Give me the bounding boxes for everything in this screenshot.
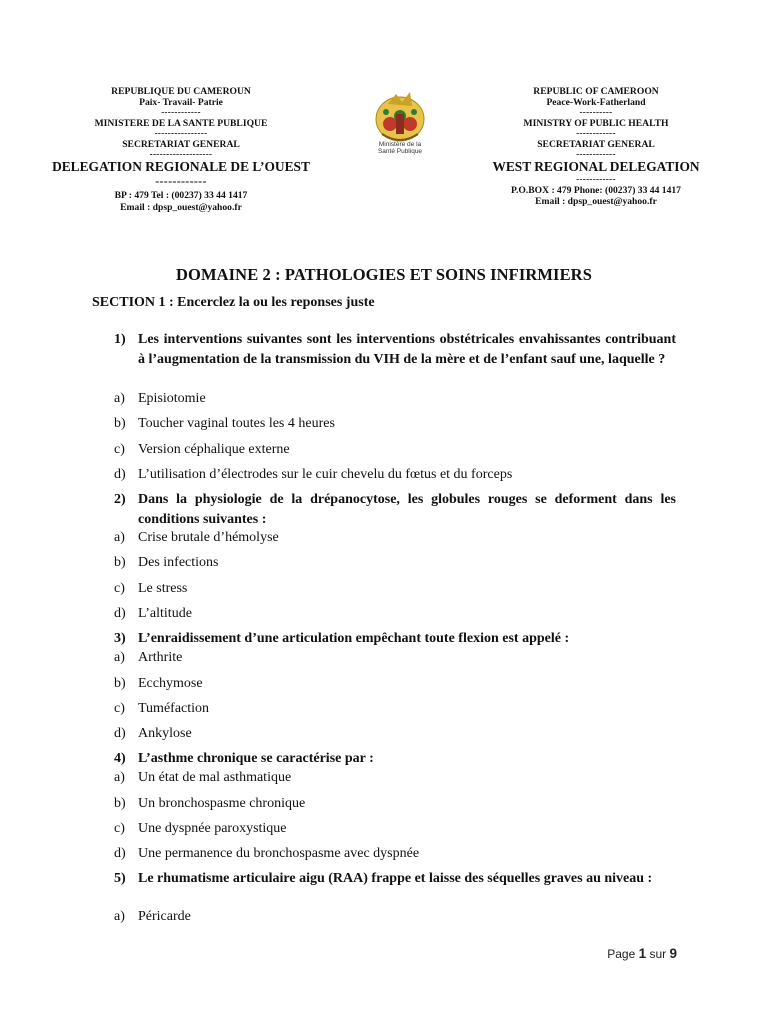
total-pages-number: 9 — [669, 946, 677, 961]
option-letter: c) — [114, 701, 125, 716]
separator: ---------- — [579, 107, 613, 118]
option-text: Arthrite — [138, 650, 183, 665]
option-4b[interactable] — [114, 794, 305, 813]
separator: ------------ — [161, 107, 201, 118]
option-letter: b) — [114, 416, 126, 431]
question-text: L’asthme chronique se caractérise par : — [138, 751, 374, 766]
ministry-en: MINISTRY OF PUBLIC HEALTH — [523, 117, 669, 129]
question-number: 2) — [114, 492, 126, 507]
separator: ------------ — [155, 174, 207, 189]
option-text: Version céphalique externe — [138, 442, 290, 457]
option-text: L’utilisation d’électrodes sur le cuir chevelu du fœtus et du forceps — [138, 467, 513, 482]
option-letter: a) — [114, 530, 125, 545]
option-1b[interactable] — [114, 414, 335, 433]
logo-caption-line1: Ministère de la — [378, 141, 422, 148]
secretariat-fr: SECRETARIAT GENERAL — [122, 138, 240, 150]
option-letter: d) — [114, 846, 126, 861]
option-1a[interactable] — [114, 389, 206, 408]
option-4a[interactable] — [114, 768, 291, 787]
option-3a[interactable] — [114, 648, 182, 667]
option-4d[interactable] — [114, 844, 419, 863]
option-letter: a) — [114, 770, 125, 785]
option-letter: c) — [114, 442, 125, 457]
option-letter: d) — [114, 726, 126, 741]
question-5 — [114, 869, 676, 889]
option-2b[interactable] — [114, 553, 218, 572]
option-letter: b) — [114, 796, 126, 811]
country-fr: REPUBLIQUE DU CAMEROUN — [111, 86, 251, 97]
header-right-block — [446, 86, 746, 207]
question-text: Le rhumatisme articulaire aigu (RAA) frappe et laisse des séquelles graves au niveau : — [138, 871, 653, 886]
question-text: Les interventions suivantes sont les interventions obstétricales envahissantes contribuant à l’augmentation de la transmission du VIH de la mère et de l’enfant sauf une, laquelle ? — [138, 332, 676, 367]
contact-fr: BP : 479 Tel : (00237) 33 44 1417 — [114, 190, 248, 202]
delegation-fr: DELEGATION REGIONALE DE L’OUEST — [52, 159, 310, 175]
question-2 — [114, 490, 676, 529]
separator: ------------------- — [149, 148, 213, 159]
option-text: Un bronchospasme chronique — [138, 796, 306, 811]
current-page-number: 1 — [638, 946, 647, 961]
option-letter: a) — [114, 909, 125, 924]
option-letter: c) — [114, 821, 125, 836]
option-text: Crise brutale d’hémolyse — [138, 530, 279, 545]
option-text: Ecchymose — [138, 676, 203, 691]
option-letter: a) — [114, 650, 125, 665]
motto-en: Peace-Work-Fatherland — [546, 97, 646, 109]
secretariat-en: SECRETARIAT GENERAL — [537, 138, 655, 150]
question-number: 5) — [114, 871, 126, 886]
option-text: Des infections — [138, 555, 219, 570]
option-1c[interactable] — [114, 440, 290, 459]
option-letter: c) — [114, 581, 125, 596]
option-text: Péricarde — [138, 909, 191, 924]
separator: ---------------- — [154, 128, 208, 139]
option-2a[interactable] — [114, 528, 279, 547]
separator: ------------ — [576, 148, 616, 159]
page-label: Page — [607, 947, 636, 961]
email-fr: Email : dpsp_ouest@yahoo.fr — [120, 201, 242, 213]
option-text: Tuméfaction — [138, 701, 210, 716]
separator: ------------ — [576, 174, 616, 185]
option-text: L’altitude — [138, 606, 192, 621]
separator: ------------ — [576, 128, 616, 139]
option-2d[interactable] — [114, 604, 192, 623]
option-3c[interactable] — [114, 699, 209, 718]
option-letter: d) — [114, 467, 126, 482]
option-text: Episiotomie — [138, 391, 206, 406]
ministry-fr: MINISTERE DE LA SANTE PUBLIQUE — [94, 117, 268, 129]
question-number: 1) — [114, 332, 126, 347]
option-text: Le stress — [138, 581, 188, 596]
question-text: L’enraidissement d’une articulation empêchant toute flexion est appelé : — [138, 631, 570, 646]
option-letter: b) — [114, 676, 126, 691]
question-4 — [114, 749, 676, 769]
question-text: Dans la physiologie de la drépanocytose, les globules rouges se deforment dans les conditions suivantes : — [138, 492, 676, 527]
country-en: REPUBLIC OF CAMEROON — [533, 86, 659, 97]
delegation-en: WEST REGIONAL DELEGATION — [492, 159, 700, 175]
question-number: 4) — [114, 751, 126, 766]
page-title: DOMAINE 2 : PATHOLOGIES ET SOINS INFIRMIERS — [176, 265, 592, 284]
motto-fr: Paix- Travail- Patrie — [139, 97, 223, 109]
option-2c[interactable] — [114, 579, 187, 598]
option-3b[interactable] — [114, 674, 203, 693]
logo-caption-line2: Santé Publique — [377, 148, 423, 155]
contact-en: P.O.BOX : 479 Phone: (00237) 33 44 1417 — [511, 184, 681, 196]
question-3 — [114, 629, 676, 649]
email-en: Email : dpsp_ouest@yahoo.fr — [535, 196, 657, 208]
option-text: Ankylose — [138, 726, 192, 741]
logo-caption — [362, 141, 438, 155]
option-letter: a) — [114, 391, 125, 406]
option-text: Une permanence du bronchospasme avec dyspnée — [138, 846, 420, 861]
section-heading: SECTION 1 : Encerclez la ou les reponses juste — [92, 295, 375, 310]
page-footer — [607, 946, 677, 961]
option-5a[interactable] — [114, 907, 191, 926]
question-number: 3) — [114, 631, 126, 646]
option-3d[interactable] — [114, 724, 192, 743]
option-text: Un état de mal asthmatique — [138, 770, 292, 785]
question-1 — [114, 330, 676, 369]
option-text: Une dyspnée paroxystique — [138, 821, 287, 836]
option-letter: d) — [114, 606, 126, 621]
option-1d[interactable] — [114, 465, 512, 484]
option-text: Toucher vaginal toutes les 4 heures — [138, 416, 335, 431]
page-of-label: sur — [649, 947, 667, 961]
option-4c[interactable] — [114, 819, 287, 838]
header-left-block — [31, 86, 331, 213]
option-letter: b) — [114, 555, 126, 570]
